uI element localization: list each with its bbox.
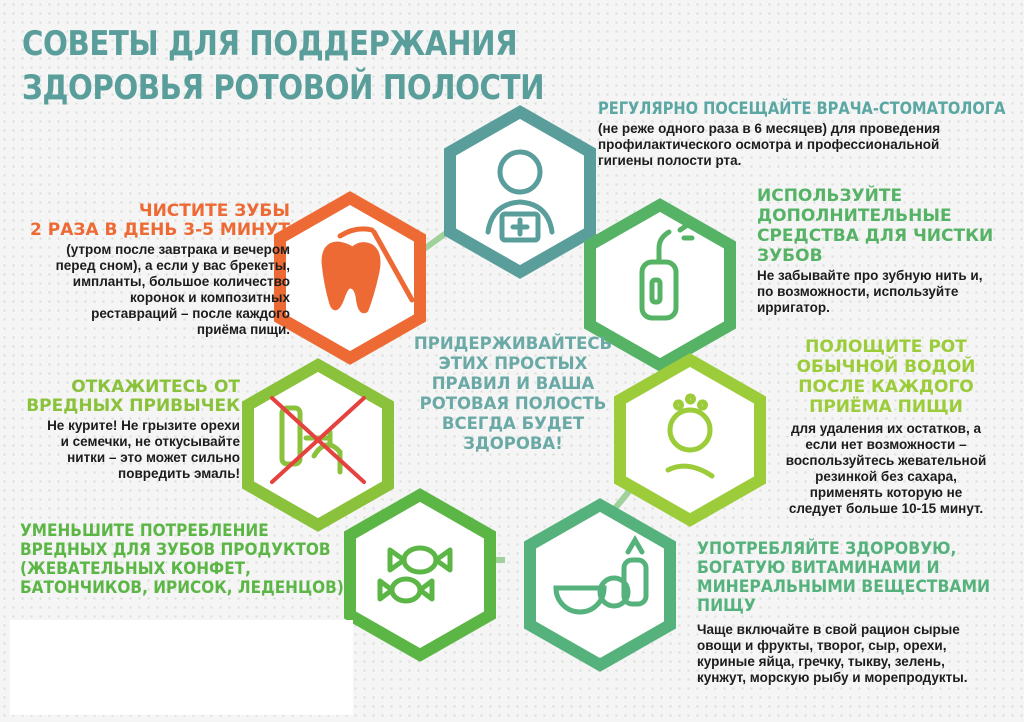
tip-rinse-line: следует больше 10-15 минут. [788,501,984,516]
tip-rinse-line: применять которую не [809,485,963,500]
center-message-line: РОТОВАЯ ПОЛОСТЬ [419,394,607,413]
tip-rinse-heading [755,337,1017,417]
tip-habits-heading-line: ВРЕДНЫХ ПРИВЫЧЕК [26,396,240,416]
tip-dentist-line: гигиены полости рта. [598,153,742,168]
tip-rinse [755,337,1017,517]
tip-food-heading-line: БОГАТУЮ ВИТАМИНАМИ И [697,558,940,578]
tip-food-line: овощи и фрукты, творог, сыр, орехи, [697,638,947,653]
tip-tools-heading-line: ЗУБОВ [757,246,823,266]
tip-brush-heading-line: ЧИСТИТЕ ЗУБЫ [138,201,290,221]
center-message-line: ВСЕГДА БУДЕТ [441,414,585,433]
title-line-2: ЗДОРОВЬЯ РОТОВОЙ ПОЛОСТИ [22,68,545,108]
tip-habits-line: и семечки, не откусывайте [60,434,240,449]
tip-brush-line: реставраций – после каждого [91,306,290,321]
tip-rinse-line: для удаления их остатков, а [790,421,981,436]
tip-brush-line: перед сном), а если у вас брекеты, [55,258,290,273]
tip-dentist [598,99,1006,169]
tip-brush-line: импланты, большое количество [72,274,290,289]
tip-habits-line: нитки – это может сильно [67,450,240,465]
tip-food-heading-line: МИНЕРАЛЬНЫМИ ВЕЩЕСТВАМИ [697,577,991,597]
tip-reduce-heading-line: ВРЕДНЫХ ДЛЯ ЗУБОВ ПРОДУКТОВ [20,540,331,560]
tip-brush-line: коронок и композитных [130,290,290,305]
tip-habits-heading-line: ОТКАЖИТЕСЬ ОТ [71,377,240,397]
tip-tools-heading-line: ДОПОЛНИТЕЛЬНЫЕ [757,206,952,226]
tip-tools-body [757,268,1012,316]
tip-habits-line: Не курите! Не грызите орехи [47,418,240,433]
tip-reduce-heading-line: (ЖЕВАТЕЛЬНЫХ КОНФЕТ, [20,559,251,579]
tip-tools-heading [757,186,1012,266]
tip-dentist-line: профилактического осмотра и профессиональной [598,137,940,152]
tip-tools-line: ирригатор. [757,300,830,315]
tip-habits-heading [10,378,240,416]
center-message [400,334,626,454]
hex-habits [248,365,388,525]
tip-food-line: кунжут, морскую рыбу и морепродукты. [697,670,968,685]
tip-habits-line: повредить эмаль! [118,466,240,481]
tip-brush [0,202,290,338]
tip-food-heading-line: ПИЩУ [697,596,756,616]
tip-food [697,540,1017,686]
title-line-1: СОВЕТЫ ДЛЯ ПОДДЕРЖАНИЯ [22,24,518,64]
hex-brush [280,198,420,358]
tip-tools [757,186,1012,316]
tip-reduce-heading [20,521,344,598]
tip-brush-heading-line: 2 РАЗА В ДЕНЬ 3-5 МИНУТ [30,220,290,240]
tip-dentist-body [598,121,998,169]
hex-dentist [450,112,590,272]
tip-tools-line: Не забывайте про зубную нить и, [757,268,983,283]
center-message-line: ПРАВИЛ И ВАША [431,374,595,393]
tip-tools-heading-line: СРЕДСТВА ДЛЯ ЧИСТКИ [757,226,994,246]
center-message-line: ПРИДЕРЖИВАЙТЕСЬ [413,334,613,353]
tip-food-line: куриные яйца, гречку, тыкву, зелень, [697,654,945,669]
tip-dentist-heading: РЕГУЛЯРНО ПОСЕЩАЙТЕ ВРАЧА-СТОМАТОЛОГА [598,99,1006,119]
tip-rinse-heading-line: ПОСЛЕ КАЖДОГО [798,377,974,397]
center-message-line: ЗДОРОВА! [463,434,563,453]
tip-brush-line: (утром после завтрака и вечером [66,242,290,257]
tip-reduce-heading-line: БАТОНЧИКОВ, ИРИСОК, ЛЕДЕНЦОВ) [20,578,344,598]
tip-rinse-line: если нет возможности – [805,437,967,452]
hex-food [530,505,670,665]
tip-reduce-heading-line: УМЕНЬШИТЕ ПОТРЕБЛЕНИЕ [20,521,269,541]
tip-brush-line: приёма пищи. [196,322,290,337]
tip-rinse-line: воспользуйтесь жевательной [785,453,987,468]
tip-food-line: Чаще включайте в свой рацион сырые [697,622,960,637]
tip-habits-body [10,418,240,482]
tip-tools-heading-line: ИСПОЛЬЗУЙТЕ [757,186,903,206]
tip-rinse-heading-line: ПРИЁМА ПИЩИ [809,397,963,417]
center-message-line: ЭТИХ ПРОСТЫХ [438,354,588,373]
tip-dentist-line: (не реже одного раза в 6 месяцев) для проведения [598,121,941,136]
tip-rinse-heading-line: ОБЫЧНОЙ ВОДОЙ [796,357,976,377]
tip-food-heading [697,540,991,616]
tip-food-body [697,622,1017,686]
tip-tools-line: по возможности, используйте [757,284,959,299]
tip-rinse-line: резинкой без сахара, [815,469,957,484]
hex-reduce [350,495,490,655]
tip-brush-heading [0,202,290,240]
hex-rinse [620,360,760,520]
tip-habits [10,378,240,482]
blank-area [10,620,353,715]
page-title [22,22,544,110]
tip-brush-body [0,242,290,338]
tip-rinse-heading-line: ПОЛОЩИТЕ РОТ [805,337,967,357]
tip-rinse-body [755,421,1017,517]
tip-reduce [20,522,350,598]
tip-food-heading-line: УПОТРЕБЛЯЙТЕ ЗДОРОВУЮ, [697,539,957,559]
